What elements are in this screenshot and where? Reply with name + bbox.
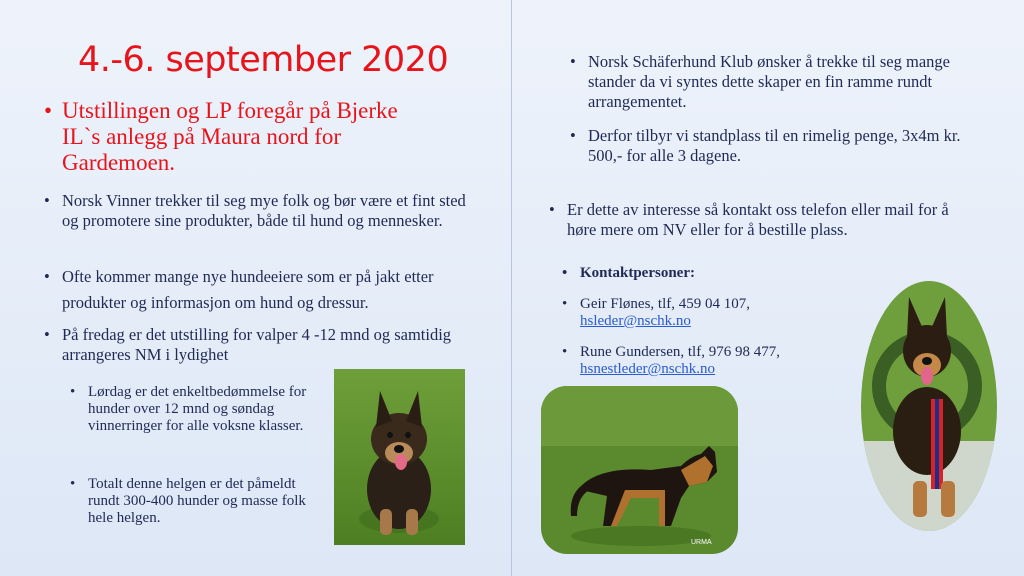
standing-dog-photo xyxy=(541,386,738,554)
left-bullet-1-text: Norsk Vinner trekker til seg mye folk og bør være et fint sted og promotere sine produkter, både til hund og mennesker. xyxy=(62,191,466,230)
photo-watermark: URMA xyxy=(691,539,712,546)
left-bullet-3-text: På fredag er det utstilling for valper 4 -12 mnd og samtidig arrangeres NM i lydighet xyxy=(62,325,452,364)
right-bullet-1-text: Norsk Schäferhund Klub ønsker å trekke til seg mange stander da vi syntes dette skaper en fin ramme rundt arrangementet. xyxy=(588,52,950,111)
bullet-dot-icon: • xyxy=(562,265,568,281)
contacts-heading xyxy=(562,265,880,282)
bullet-dot-icon: • xyxy=(70,476,76,492)
bullet-dot-icon: • xyxy=(70,384,76,400)
lead-text: Utstillingen og LP foregår på Bjerke IL`s anlegg på Maura nord for Gardemoen. xyxy=(62,98,398,175)
left-bullet-2 xyxy=(44,264,467,316)
interest-text: Er dette av interesse så kontakt oss telefon eller mail for å høre mere om NV eller for å bestille plass. xyxy=(567,200,949,239)
left-sub-bullet-2 xyxy=(70,476,310,527)
contact-rune-line: Rune Gundersen, tlf, 976 98 477, xyxy=(580,344,780,360)
interest-bullet xyxy=(549,200,957,240)
left-sub-bullet-2-text: Totalt denne helgen er det påmeldt rundt 300-400 hunder og masse folk hele helgen. xyxy=(88,476,306,526)
right-bullet-2-text: Derfor tilbyr vi standplass til en rimelig penge, 3x4m kr. 500,- for alle 3 dagene. xyxy=(588,126,961,165)
right-bullet-1 xyxy=(570,52,978,112)
left-sub-bullet-1-text: Lørdag er det enkeltbedømmelse for hunder over 12 mnd og søndag vinnerringer for alle voksne klasser. xyxy=(88,384,307,434)
contact-geir-line: Geir Flønes, tlf, 459 04 107, xyxy=(580,296,750,312)
contact-rune-email-link[interactable]: hsnestleder@nschk.no xyxy=(580,361,716,377)
contact-rune xyxy=(562,344,880,378)
bullet-dot-icon: • xyxy=(549,200,555,219)
bullet-dot-icon: • xyxy=(562,296,568,312)
bullet-dot-icon: • xyxy=(44,325,50,344)
left-bullet-2-text: Ofte kommer mange nye hundeeiere som er på jakt etter produkter og informasjon om hund og dressur. xyxy=(62,267,434,312)
bullet-dot-icon: • xyxy=(562,344,568,360)
left-bullet-3 xyxy=(44,325,457,365)
contact-geir xyxy=(562,296,880,330)
contacts-heading-text: Kontaktpersoner: xyxy=(580,265,695,281)
bullet-dot-icon: • xyxy=(44,267,50,286)
bullet-dot-icon: • xyxy=(44,191,50,210)
right-bullet-2 xyxy=(570,126,978,166)
contact-geir-email-link[interactable]: hsleder@nschk.no xyxy=(580,313,691,329)
page-title: 4.-6. september 2020 xyxy=(78,40,449,80)
lead-bullet xyxy=(44,98,422,176)
bullet-dot-icon: • xyxy=(44,98,53,123)
winner-dog-photo xyxy=(861,281,997,531)
bullet-dot-icon: • xyxy=(570,126,576,145)
left-bullet-1 xyxy=(44,191,472,231)
left-sub-bullet-1 xyxy=(70,384,310,435)
column-divider xyxy=(511,0,512,576)
bullet-dot-icon: • xyxy=(570,52,576,71)
puppy-photo xyxy=(334,369,465,545)
